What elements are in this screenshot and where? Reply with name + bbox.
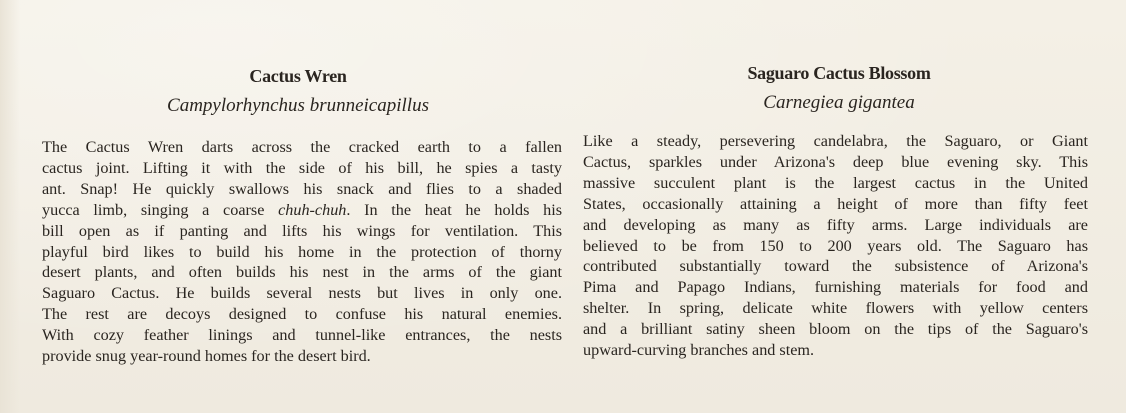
text-line: With cozy feather linings and tunnel-like entrances, the nests — [42, 326, 562, 345]
text-line: Like a steady, persevering candelabra, the Saguaro, or Giant — [583, 132, 1088, 150]
text-line — [42, 200, 562, 221]
text-line: Pima and Papago Indians, furnishing materials for food and — [583, 278, 1088, 297]
text-line: cactus joint. Lifting it with the side of his bill, he spies a tasty — [42, 158, 562, 177]
text-line: Cactus, sparkles under Arizona's deep blue evening sky. This — [583, 152, 1088, 171]
text-line: States, occasionally attaining a height of more than fifty feet — [583, 194, 1088, 213]
text-line: desert plants, and often builds his nest in the arms of the giant — [42, 263, 562, 282]
text-line: shelter. In spring, delicate white flowers with yellow centers — [583, 299, 1088, 318]
text-line: ant. Snap! He quickly swallows his snack and flies to a shaded — [42, 179, 562, 198]
bird-call-term: chuh-chuh — [278, 200, 347, 219]
saguaro-description — [583, 131, 1088, 361]
saguaro-scientific-name: Carnegiea gigantea — [763, 92, 915, 113]
text-line: upward-curving branches and stem. — [583, 341, 815, 360]
text-line: massive succulent plant is the largest cactus in the United — [583, 173, 1088, 192]
text-line: and a brilliant satiny sheen bloom on the tips of the Saguaro's — [583, 320, 1088, 339]
text-line: contributed substantially toward the subsistence of Arizona's — [583, 257, 1088, 276]
text-segment: yucca limb, singing a coarse — [42, 200, 279, 219]
paper-edge-shadow — [0, 0, 20, 413]
text-line: believed to be from 150 to 200 years old. The Saguaro has — [583, 236, 1088, 255]
text-line: The rest are decoys designed to confuse his natural enemies. — [42, 305, 562, 324]
text-line: provide snug year-round homes for the desert bird. — [42, 347, 371, 366]
saguaro-title: Saguaro Cactus Blossom — [747, 63, 931, 83]
text-line: playful bird likes to build his home in the protection of thorny — [42, 242, 562, 261]
text-line: The Cactus Wren darts across the cracked earth to a fallen — [42, 138, 562, 156]
cactus-wren-scientific-name: Campylorhynchus brunneicapillus — [167, 95, 429, 116]
text-line: and developing as many as fifty arms. Large individuals are — [583, 215, 1088, 234]
cactus-wren-title: Cactus Wren — [249, 66, 347, 86]
text-line: Saguaro Cactus. He builds several nests but lives in only one. — [42, 284, 562, 303]
text-line: bill open as if panting and lifts his wings for ventilation. This — [42, 221, 562, 240]
text-segment: . In the heat he holds his — [346, 200, 563, 219]
cactus-wren-description — [42, 137, 562, 367]
